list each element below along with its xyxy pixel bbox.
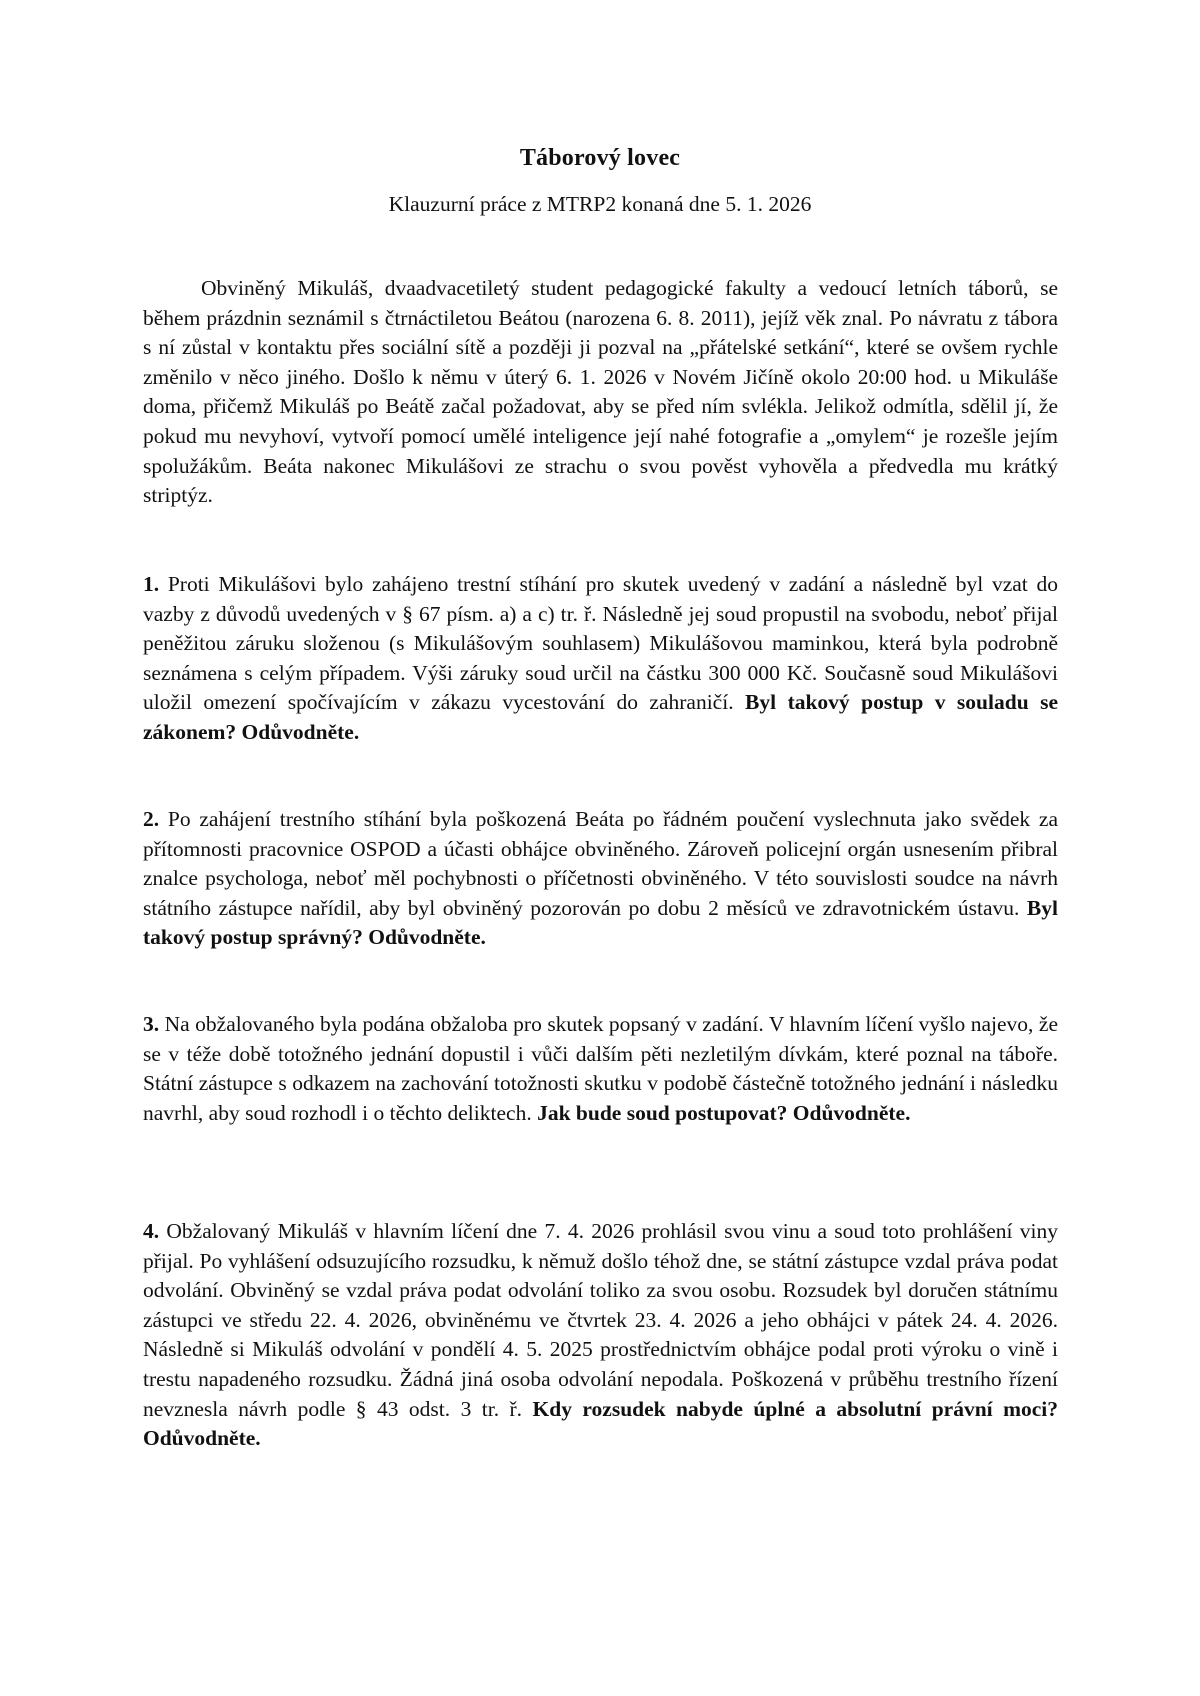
- question-4-ask: Kdy rozsudek nabyde úplné a absolutní právní moci? Odůvodněte.: [143, 1396, 1058, 1451]
- question-2-number: 2.: [143, 807, 160, 831]
- question-2: [143, 805, 1058, 953]
- question-4-number: 4.: [143, 1219, 160, 1243]
- question-2-ask: Byl takový postup správný? Odůvodněte.: [143, 895, 1058, 950]
- question-1: [143, 570, 1058, 748]
- question-1-number: 1.: [143, 572, 160, 596]
- question-3-number: 3.: [143, 1012, 160, 1036]
- question-3-text: Na obžalovaného byla podána obžaloba pro skutek popsaný v zadání. V hlavním líčení vyšlo najevo, že se v téže době totožného jednání dopustil i vůči dalším pěti nezletilým dívkám, které poznal na táboře. Státní zástupce s odkazem na zachování totožnosti skutku v podobě částečně totožného jednání i následku navrhl, aby soud rozhodl i o těchto deliktech.: [143, 1012, 1058, 1125]
- question-2-text: Po zahájení trestního stíhání byla poškozená Beáta po řádném poučení vyslechnuta jako svědek za přítomnosti pracovnice OSPOD a účasti obhájce obviněného. Zároveň policejní orgán usnesením přibral znalce psychologa, neboť měl pochybnosti o příčetnosti obviněného. V této souvislosti soudce na návrh státního zástupce nařídil, aby byl obviněný pozorován po dobu 2 měsíců ve zdravotnickém ústavu.: [143, 807, 1059, 920]
- question-3-ask: Jak bude soud postupovat? Odůvodněte.: [537, 1100, 911, 1125]
- case-description: Obviněný Mikuláš, dvaadvacetiletý student pedagogické fakulty a vedoucí letních táborů, se během prázdnin seznámil s čtrnáctiletou Beátou (narozena 6. 8. 2011), jejíž věk znal. Po návratu z tábora s ní zůstal v kontaktu přes sociální sítě a později ji pozval na „přátelské setkání“, které se ovšem rychle změnilo v něco jiného. Došlo k němu v úterý 6. 1. 2026 v Novém Jičíně okolo 20:00 hod. u Mikuláše doma, přičemž Mikuláš po Beátě začal požadovat, aby se před ním svlékla. Jelikož odmítla, sdělil jí, že pokud mu nevyhoví, vytvoří pomocí umělé inteligence její nahé fotografie a „omylem“ je rozešle jejím spolužákům. Beáta nakonec Mikulášovi ze strachu o svou pověst vyhověla a předvedla mu krátký striptýz.: [143, 276, 1058, 508]
- question-1-text: Proti Mikulášovi bylo zahájeno trestní stíhání pro skutek uvedený v zadání a následně byl vzat do vazby z důvodů uvedených v § 67 písm. a) a c) tr. ř. Následně jej soud propustil na svobodu, neboť přijal peněžitou záruku složenou (s Mikulášovým souhlasem) Mikulášovou maminkou, která byla podrobně seznámena s celým případem. Výši záruky soud určil na částku 300 000 Kč. Současně soud Mikulášovi uložil omezení spočívajícím v zákazu vycestování do zahraničí.: [143, 572, 1058, 715]
- document-title: Táborový lovec: [519, 145, 681, 171]
- question-1-ask: Byl takový postup v souladu se zákonem? Odůvodněte.: [143, 690, 1059, 744]
- question-3: [143, 1010, 1058, 1128]
- document-subtitle: Klauzurní práce z MTRP2 konaná dne 5. 1. 2026: [388, 192, 812, 216]
- question-4-text: Obžalovaný Mikuláš v hlavním líčení dne 7. 4. 2026 prohlásil svou vinu a soud toto prohlášení viny přijal. Po vyhlášení odsuzujícího rozsudku, k němuž došlo téhož dne, se státní zástupce vzdal práva podat odvolání. Obviněný se vzdal práva podat odvolání toliko za svou osobu. Rozsudek byl doručen státnímu zástupci ve středu 22. 4. 2026, obviněnému ve čtvrtek 23. 4. 2026 a jeho obhájci v pátek 24. 4. 2026. Následně si Mikuláš odvolání v pondělí 4. 5. 2025 prostřednictvím obhájce podal proti výroku o vině i trestu napadeného rozsudku. Žádná jiná osoba odvolání nepodala. Poškozená v průběhu trestního řízení nevznesla návrh podle § 43 odst. 3 tr. ř.: [143, 1219, 1058, 1421]
- question-4: [143, 1217, 1058, 1454]
